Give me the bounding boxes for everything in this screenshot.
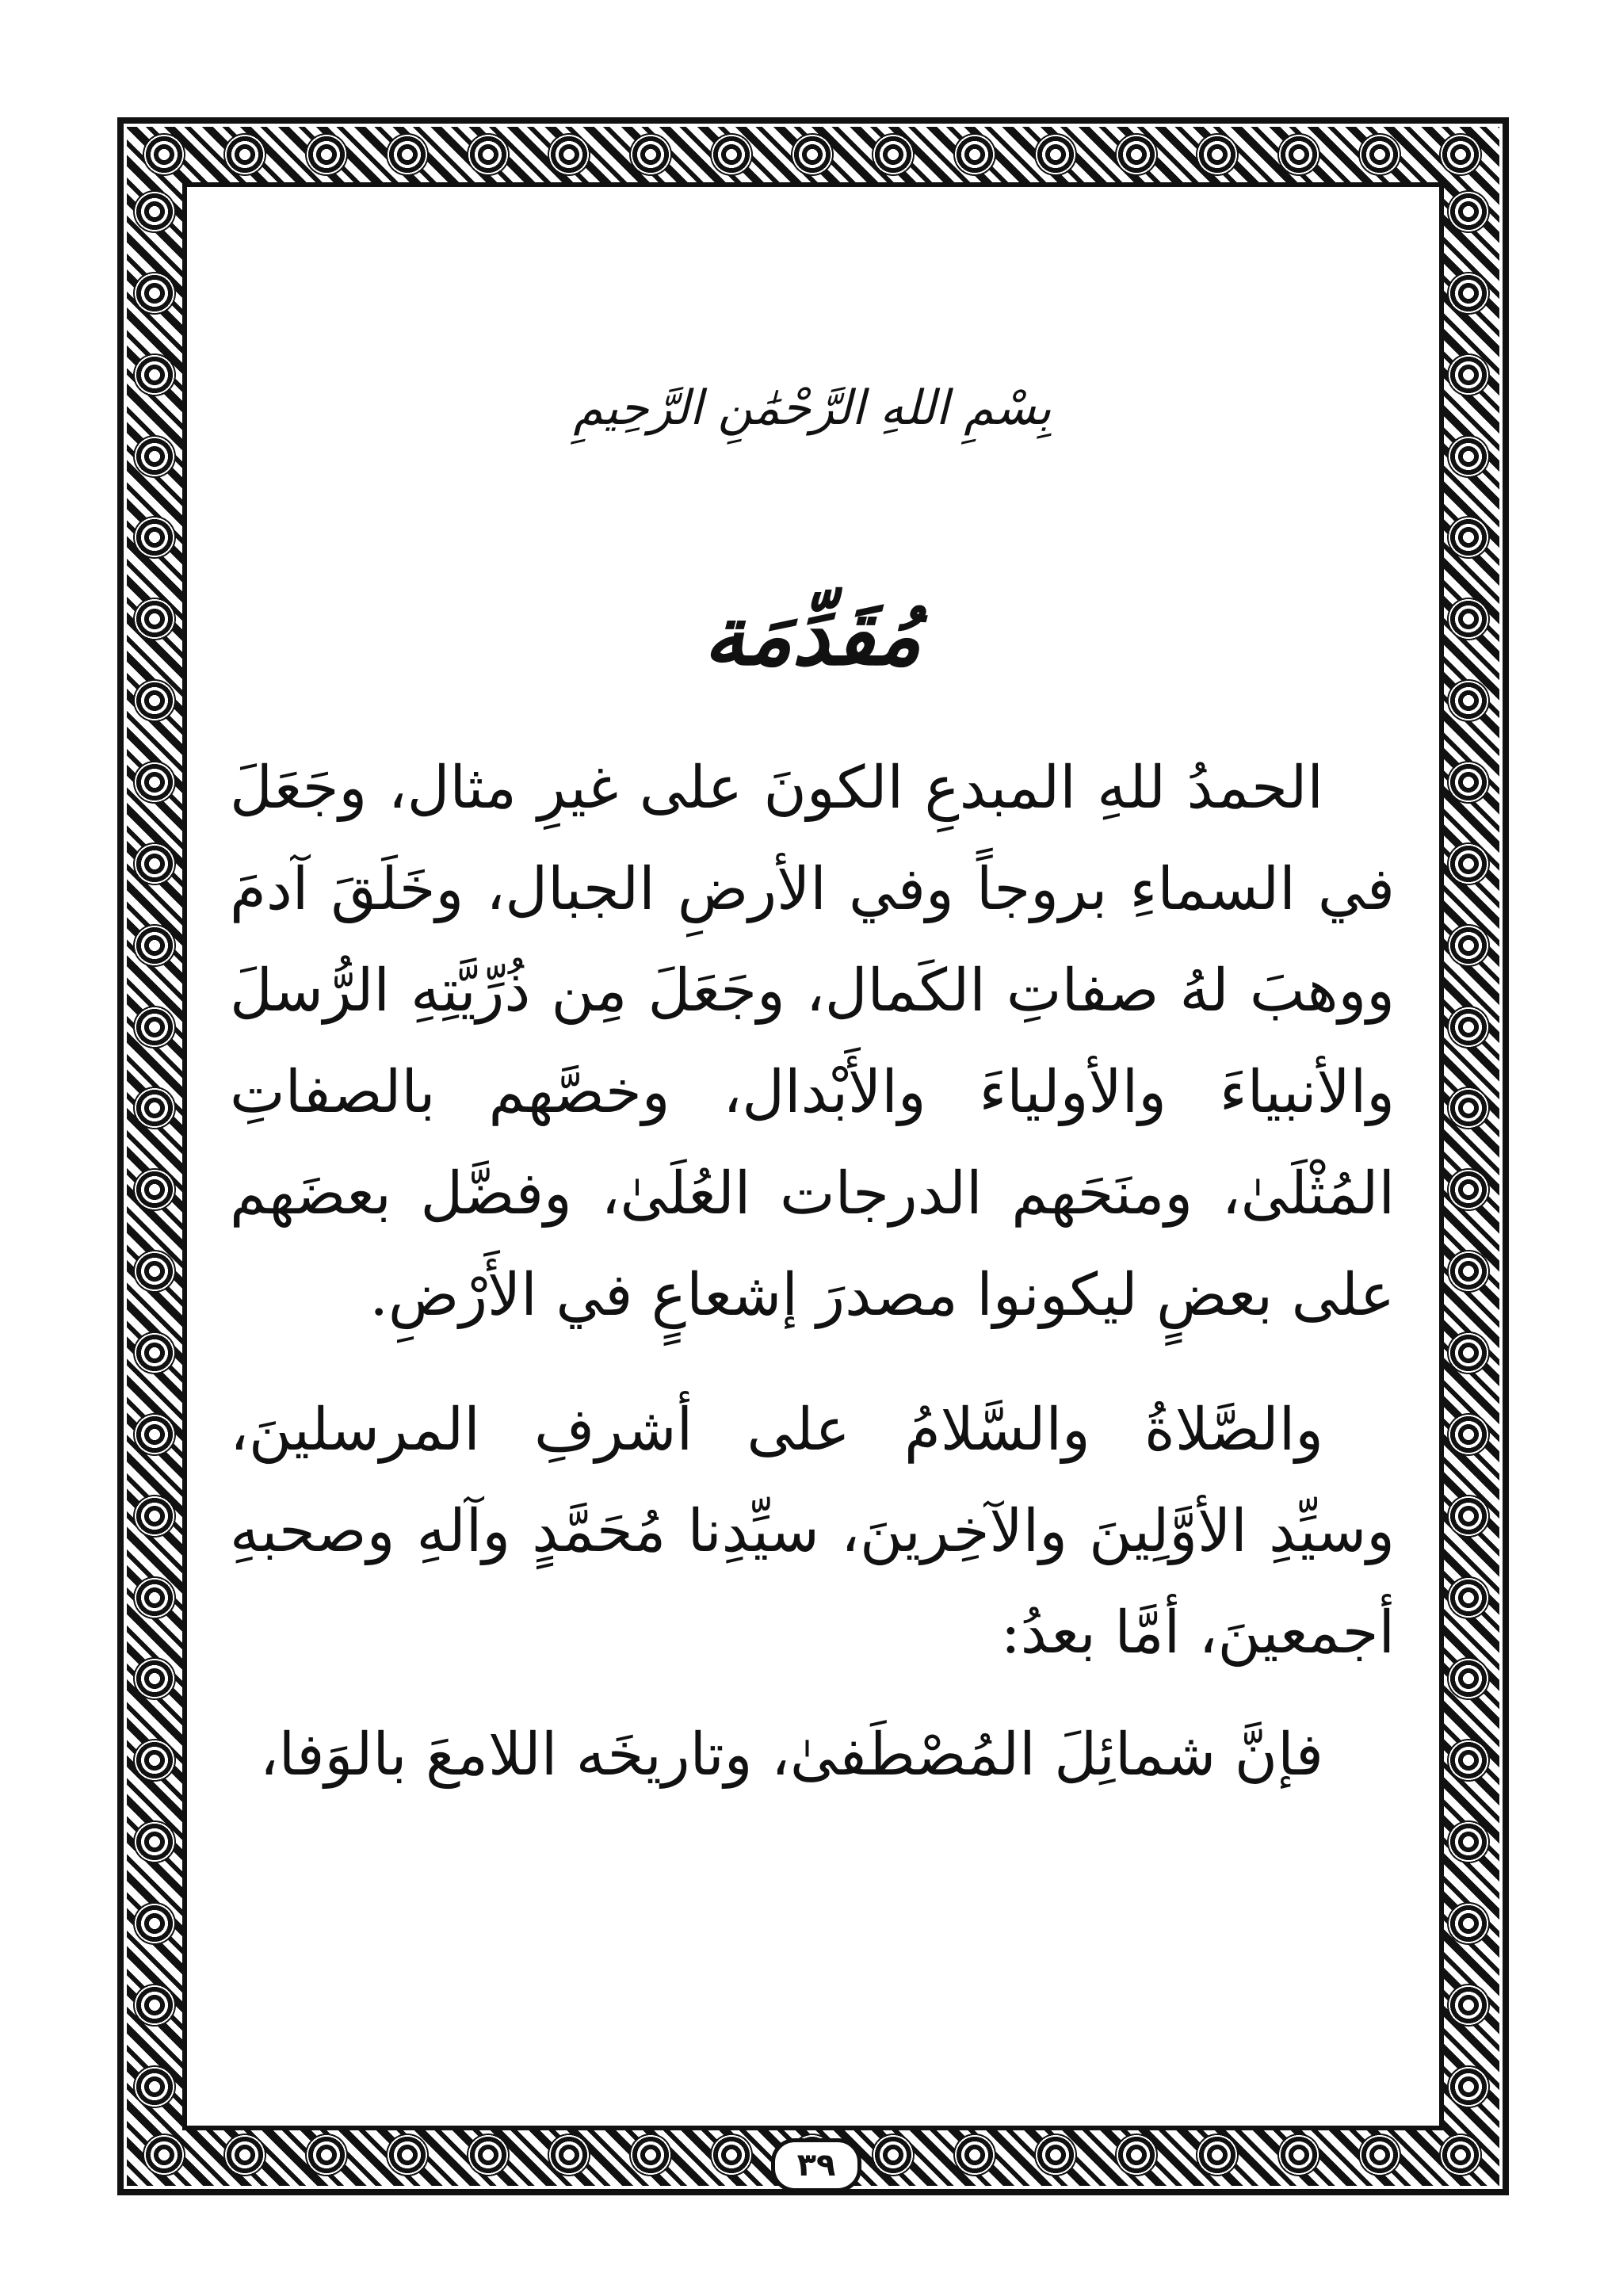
page-number [771, 2138, 861, 2192]
paragraph-continuation: فإنَّ شمائِلَ المُصْطَفىٰ، وتاريخَه اللامعَ بالوَفا، [259, 1721, 1323, 1789]
border-rosettes-left [1447, 190, 1490, 2108]
page-content [230, 380, 1395, 1805]
page-number-label: ٣٩ [796, 2147, 836, 2183]
page-title: مُقَدِّمَة [703, 586, 922, 684]
border-rosettes-top [143, 133, 1482, 176]
paragraph-praise: الحمدُ للهِ المبدعِ الكونَ على غيرِ مثال، وجَعَلَ في السماءِ بروجاً وفي الأرضِ الجبال، وخَلَقَ آدمَ ووهبَ لهُ صفاتِ الكَمال، وجَعَلَ مِن ذُرِّيَّتِهِ الرُّسلَ والأنبياءَ والأولياءَ والأَبْدال، وخصَّهم بالصفاتِ المُثْلَىٰ، ومنَحَهم الدرجات العُلَىٰ، وفضَّل بعضَهم على بعضٍ ليكونوا مصدرَ إشعاعٍ في الأَرْضِ. [230, 754, 1395, 1329]
basmala-heading: بِسْمِ اللهِ الرَّحْمَٰنِ الرَّحِيمِ [573, 380, 1052, 436]
paragraph-salutation: والصَّلاةُ والسَّلامُ على أشرفِ المرسلينَ، وسيِّدِ الأوَّلِينَ والآخِرينَ، سيِّدِنا مُحَمَّدٍ وآلهِ وصحبهِ أجمعينَ، أمَّا بعدُ: [230, 1396, 1395, 1667]
border-rosettes-right [133, 190, 176, 2108]
